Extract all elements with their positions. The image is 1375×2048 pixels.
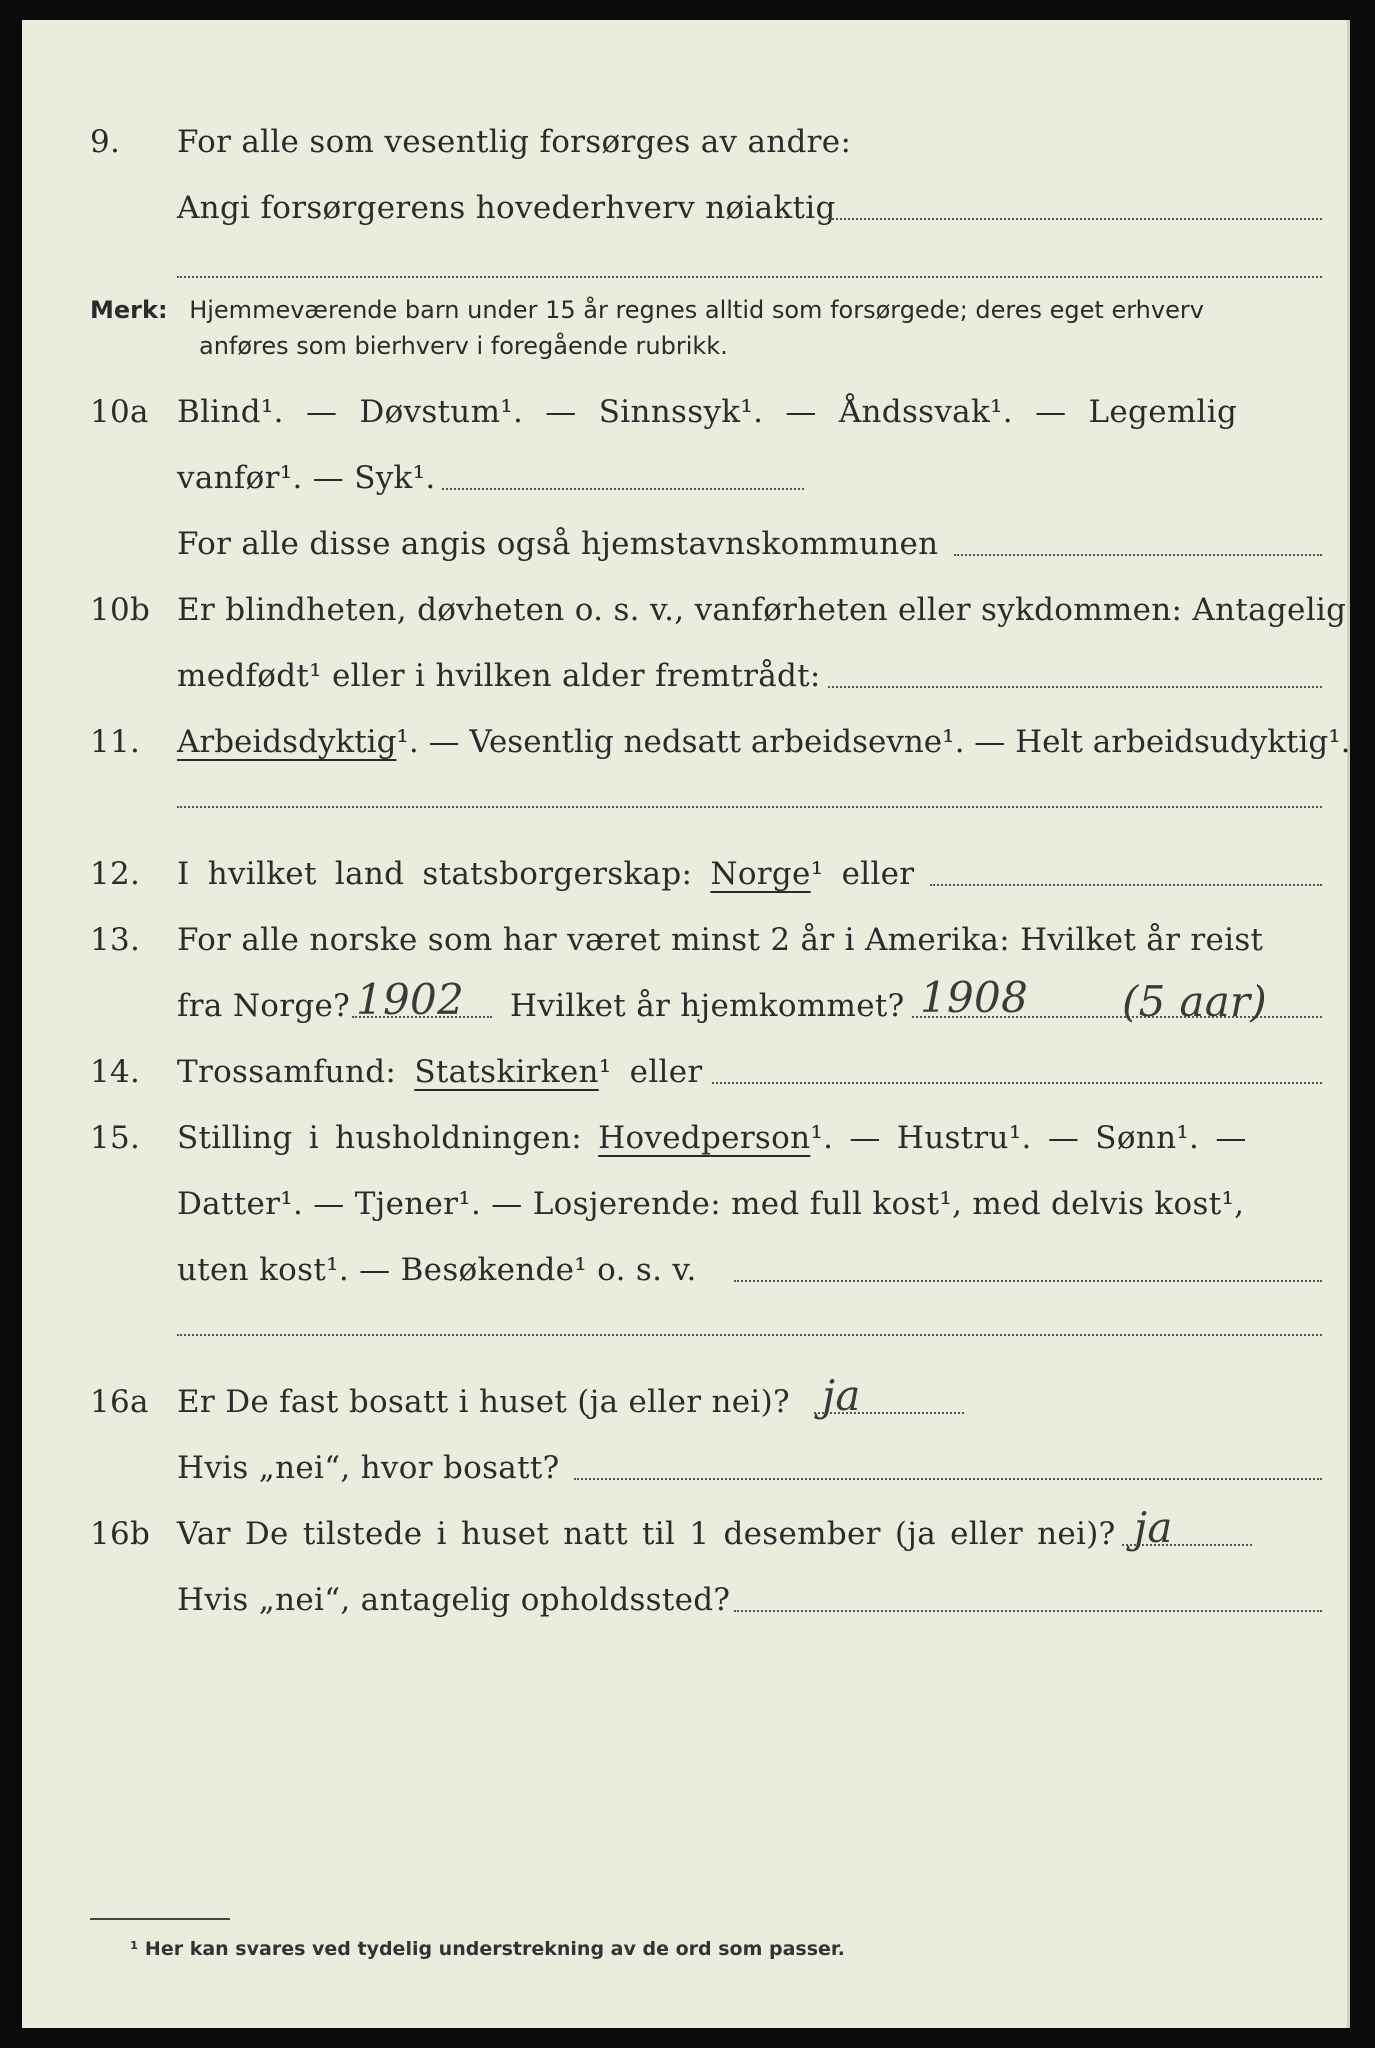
question-16b-line2 xyxy=(22,1568,1347,1628)
question-text: Er blindheten, døvheten o. s. v., vanførheten eller sykdommen: Antagelig xyxy=(177,592,1347,628)
question-15-line2 xyxy=(22,1172,1347,1232)
question-text: Trossamfund: Statskirken¹ eller xyxy=(177,1054,703,1090)
handwritten-answer: (5 aar) xyxy=(1122,977,1268,1026)
question-15 xyxy=(22,1106,1347,1166)
question-number: 10b xyxy=(90,592,151,628)
answer-line[interactable] xyxy=(177,806,1322,808)
question-11 xyxy=(22,710,1351,770)
answer-line[interactable] xyxy=(712,1082,1322,1084)
answer-line[interactable] xyxy=(442,488,804,490)
selected-option[interactable]: Norge xyxy=(710,856,811,892)
question-16a-line2 xyxy=(22,1436,1347,1496)
handwritten-answer: 1908 xyxy=(920,973,1029,1022)
answer-line[interactable] xyxy=(177,276,1322,278)
question-text: vanfør¹. — Syk¹. xyxy=(177,460,436,496)
question-text: fra Norge? xyxy=(177,988,351,1024)
question-text: Arbeidsdyktig¹. — Vesentlig nedsatt arbeidsevne¹. — Helt arbeidsudyktig¹. xyxy=(177,724,1351,760)
question-text: Var De tilstede i huset natt til 1 desember (ja eller nei)? xyxy=(177,1516,1116,1552)
question-number: 11. xyxy=(90,724,141,760)
answer-line[interactable] xyxy=(828,218,1322,220)
question-number: 16b xyxy=(90,1516,151,1552)
question-text: Datter¹. — Tjener¹. — Losjerende: med full kost¹, med delvis kost¹, xyxy=(177,1186,1245,1222)
question-16a xyxy=(22,1370,1347,1430)
selected-option[interactable]: Arbeidsdyktig xyxy=(177,724,397,760)
handwritten-answer: 1902 xyxy=(356,975,465,1024)
note-text: Hjemmeværende barn under 15 år regnes alltid som forsørgede; deres eget erhverv xyxy=(189,296,1204,324)
question-10b-line2 xyxy=(22,644,1347,704)
question-13-line2 xyxy=(22,974,1347,1034)
question-text: Er De fast bosatt i huset (ja eller nei)? xyxy=(177,1384,790,1420)
answer-line[interactable] xyxy=(930,884,1322,886)
note xyxy=(90,296,1204,324)
question-number: 13. xyxy=(90,922,141,958)
footnote: ¹ Her kan svares ved tydelig understrekning av de ord som passer. xyxy=(130,1938,845,1960)
question-text: uten kost¹. — Besøkende¹ o. s. v. xyxy=(177,1252,697,1288)
question-text: medfødt¹ eller i hvilken alder fremtrådt: xyxy=(177,658,821,694)
question-13 xyxy=(22,908,1347,968)
answer-line[interactable] xyxy=(954,554,1322,556)
question-number: 9. xyxy=(90,124,121,160)
question-9-line2 xyxy=(22,176,1347,236)
question-number: 15. xyxy=(90,1120,141,1156)
footnote-divider xyxy=(90,1918,230,1920)
answer-line[interactable] xyxy=(828,686,1322,688)
question-number: 16a xyxy=(90,1384,149,1420)
answer-line[interactable] xyxy=(734,1610,1322,1612)
census-form-page xyxy=(22,20,1350,2028)
question-text: I hvilket land statsborgerskap: Norge¹ eller xyxy=(177,856,915,892)
note-label: Merk: xyxy=(90,296,168,324)
selected-option[interactable]: Statskirken xyxy=(414,1054,599,1090)
answer-line[interactable] xyxy=(734,1280,1322,1282)
question-10a-line2 xyxy=(22,446,1347,506)
question-text: Hvis „nei“, antagelig opholdssted? xyxy=(177,1582,731,1618)
question-10b xyxy=(22,578,1347,638)
handwritten-answer: ja xyxy=(1134,1503,1173,1552)
question-10a-line3 xyxy=(22,512,1347,572)
question-12 xyxy=(22,842,1347,902)
question-number: 10a xyxy=(90,394,149,430)
question-10a xyxy=(22,380,1347,440)
question-text: Stilling i husholdningen: Hovedperson¹. — Hustru¹. — Sønn¹. — xyxy=(177,1120,1247,1156)
question-text: For alle som vesentlig forsørges av andre: xyxy=(177,124,852,160)
question-text: Hvis „nei“, hvor bosatt? xyxy=(177,1450,560,1486)
question-number: 14. xyxy=(90,1054,141,1090)
answer-line[interactable] xyxy=(177,1334,1322,1336)
question-9 xyxy=(22,110,1347,170)
handwritten-answer: ja xyxy=(822,1371,861,1420)
selected-option[interactable]: Hovedperson xyxy=(598,1120,811,1156)
question-16b xyxy=(22,1502,1347,1562)
question-text: For alle norske som har været minst 2 år i Amerika: Hvilket år reist xyxy=(177,922,1264,958)
question-number: 12. xyxy=(90,856,141,892)
question-14 xyxy=(22,1040,1347,1100)
question-text: Angi forsørgerens hovederhverv nøiaktig xyxy=(177,190,836,226)
question-text: Hvilket år hjemkommet? xyxy=(510,988,905,1024)
question-15-line3 xyxy=(22,1238,1347,1298)
question-text: Blind¹. — Døvstum¹. — Sinnssyk¹. — Åndssvak¹. — Legemlig xyxy=(177,394,1238,430)
answer-line[interactable] xyxy=(574,1478,1322,1480)
question-text: For alle disse angis også hjemstavnskommunen xyxy=(177,526,939,562)
note-line2: anføres som bierhverv i foregående rubrikk. xyxy=(199,332,728,360)
